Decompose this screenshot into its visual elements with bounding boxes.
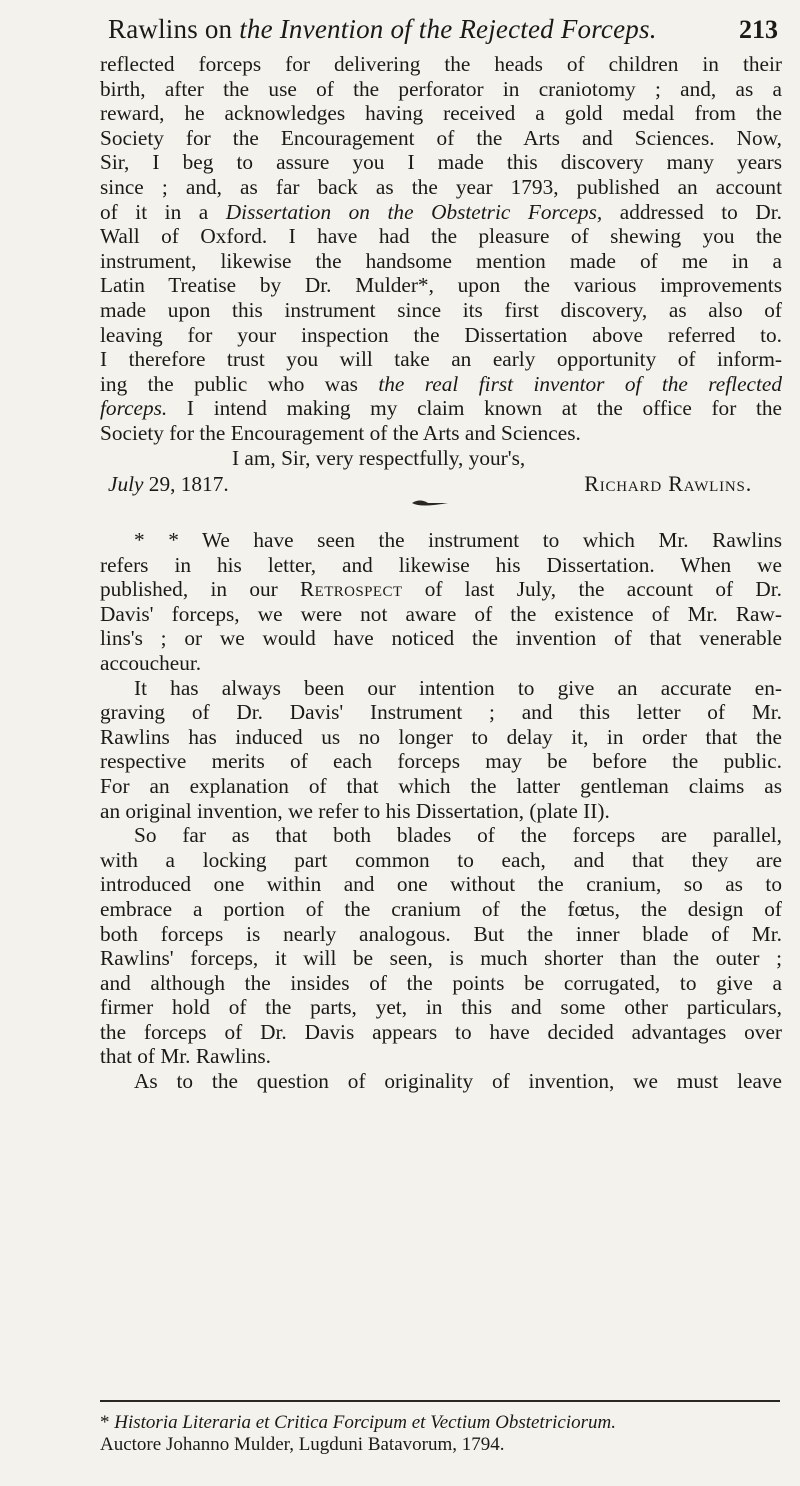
editorial-line: respective merits of each forceps may be before the public. [100, 749, 782, 774]
editorial-note [100, 528, 782, 1094]
letter-line: reward, he acknowledges having received a gold medal from the [100, 101, 782, 126]
dissertation-title: Dissertation on the Obstetric Forceps, [225, 199, 603, 224]
date-rest: 29, 1817. [143, 472, 229, 497]
editorial-line: It has always been our intention to give an accurate en- [134, 675, 782, 700]
editorial-line: graving of Dr. Davis' Instrument ; and this letter of Mr. [100, 700, 782, 725]
letter-line: leaving for your inspection the Dissertation above referred to. [100, 322, 782, 347]
text-run: published, in our [100, 577, 301, 602]
journal-section: Retrospect [300, 577, 403, 602]
text-run: ing the public who was [100, 371, 379, 396]
editorial-line: firmer hold of the parts, yet, in this and some other particulars, [100, 995, 782, 1020]
letter-line: since ; and, as far back as the year 1793, published an account [100, 174, 782, 199]
editorial-line: Davis' forceps, we were not aware of the existence of Mr. Raw- [100, 601, 782, 626]
footnote-line [100, 1412, 790, 1434]
editorial-line: both forceps is nearly analogous. But the inner blade of Mr. [100, 921, 782, 946]
editorial-line: Rawlins has induced us no longer to delay it, in order that the [100, 724, 782, 749]
letter-line: Latin Treatise by Dr. Mulder*, upon the various improvements [100, 273, 782, 298]
letter-line: I therefore trust you will take an early opportunity of inform- [100, 347, 782, 372]
editorial-line: an original invention, we refer to his Dissertation, (plate II). [100, 798, 610, 823]
footnote-rule [100, 1400, 780, 1402]
letter-line: reflected forceps for delivering the heads of children in their [100, 52, 782, 76]
letter-line: Sir, I beg to assure you I made this discovery many years [100, 150, 782, 175]
running-head [108, 14, 778, 50]
editorial-line [100, 577, 782, 602]
letter-closing: I am, Sir, very respectfully, your's, [232, 445, 526, 470]
running-title [108, 14, 657, 45]
editorial-line: So far as that both blades of the forceps are parallel, [134, 823, 782, 848]
editorial-line: that of Mr. Rawlins. [100, 1044, 271, 1069]
editorial-line: accoucheur. [100, 650, 202, 675]
letter-line [100, 372, 782, 397]
letter-line: instrument, likewise the handsome mention made of me in a [100, 248, 782, 273]
editorial-line: As to the question of originality of invention, we must leave [134, 1069, 782, 1094]
editorial-line: embrace a portion of the cranium of the fœtus, the design of [100, 896, 782, 921]
editorial-line: with a locking part common to each, and that they are [100, 847, 782, 872]
running-title-prefix: Rawlins on [108, 14, 240, 44]
letter-date [108, 472, 229, 497]
letter-line [100, 200, 782, 225]
italic-phrase: the real first inventor of the reflected [378, 371, 782, 396]
editorial-line: introduced one within and one without the cranium, so as to [100, 872, 782, 897]
section-ornament [392, 498, 448, 508]
ornament-rule [392, 501, 448, 506]
letter-line: Society for the Encouragement of the Arts and Sciences. Now, [100, 125, 782, 150]
footnote-title: Historia Literaria et Critica Forcipum et Vectium Obstetriciorum. [114, 1412, 616, 1433]
signature: Richard Rawlins. [584, 471, 752, 497]
editorial-line: * * We have seen the instrument to which Mr. Rawlins [134, 528, 782, 552]
letter-line: Wall of Oxford. I have had the pleasure of shewing you the [100, 224, 782, 249]
editorial-line: Rawlins' forceps, it will be seen, is much shorter than the outer ; [100, 946, 782, 971]
letter-body [100, 52, 782, 497]
letter-line: birth, after the use of the perforator in craniotomy ; and, as a [100, 76, 782, 101]
italic-phrase: forceps. [100, 396, 168, 421]
editorial-line: the forceps of Dr. Davis appears to have decided advantages over [100, 1019, 782, 1044]
text-run: I intend making my claim known at the office for the [167, 396, 782, 421]
letter-line: made upon this instrument since its first discovery, as also of [100, 297, 782, 322]
date-month: July [108, 472, 144, 497]
signature-row [100, 472, 782, 497]
footnote-mark: * [100, 1412, 115, 1433]
letter-line [100, 396, 782, 421]
footnote [100, 1412, 790, 1456]
footnote-line: Auctore Johanno Mulder, Lugduni Batavorum, 1794. [100, 1434, 505, 1455]
text-run: of it in a [100, 199, 226, 224]
text-run: addressed to Dr. [602, 199, 783, 224]
editorial-line: lins's ; or we would have noticed the invention of that venerable [100, 626, 782, 651]
editorial-line: refers in his letter, and likewise his Dissertation. When we [100, 552, 782, 577]
text-run: of last July, the account of Dr. [402, 577, 782, 602]
letter-line: Society for the Encouragement of the Arts and Sciences. [100, 420, 581, 445]
editorial-line: and although the insides of the points be corrugated, to give a [100, 970, 782, 995]
page-number: 213 [739, 15, 778, 44]
running-title-italic: the Invention of the Rejected Forceps. [239, 14, 657, 44]
editorial-line: For an explanation of that which the latter gentleman claims as [100, 773, 782, 798]
